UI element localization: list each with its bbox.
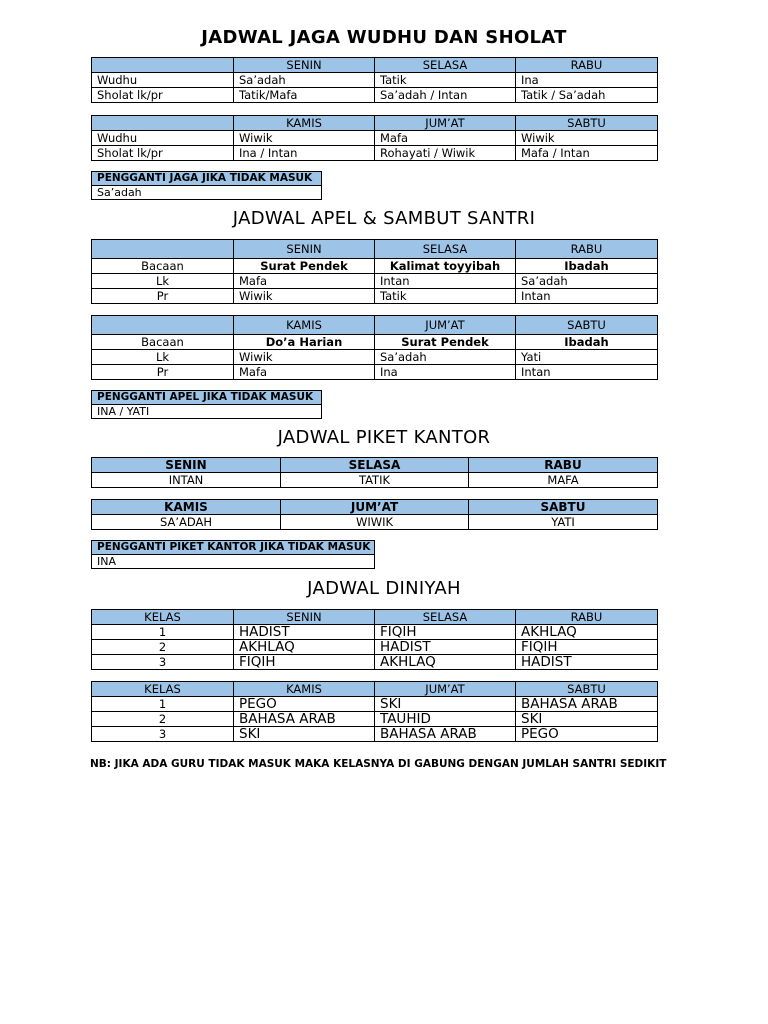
table-cell: Sholat lk/pr <box>92 146 234 161</box>
table-cell: MAFA <box>469 473 658 488</box>
table-cell: INTAN <box>92 473 281 488</box>
table-cell: TAUHID <box>375 712 516 727</box>
table-cell: Lk <box>92 350 234 365</box>
table-cell: FIQIH <box>516 640 658 655</box>
table-cell: HADIST <box>516 655 658 670</box>
table-cell: Mafa <box>375 131 516 146</box>
table-row <box>92 640 658 655</box>
table-cell: FIQIH <box>375 625 516 640</box>
table-cell: Pr <box>92 365 234 380</box>
header-cell: KAMIS <box>234 116 375 131</box>
apel-table-2 <box>91 315 658 380</box>
table-cell: SKI <box>375 697 516 712</box>
diniyah-table-2 <box>91 681 658 742</box>
diniyah-title: JADWAL DINIYAH <box>307 578 461 599</box>
table-cell: Ibadah <box>516 259 658 274</box>
table-cell: Mafa <box>234 274 375 289</box>
table-row <box>92 350 658 365</box>
table-cell: HADIST <box>375 640 516 655</box>
header-cell: KELAS <box>92 682 234 697</box>
table-cell: Ina / Intan <box>234 146 375 161</box>
table-cell: Wiwik <box>234 350 375 365</box>
table-row <box>92 274 658 289</box>
table-cell: 2 <box>92 640 234 655</box>
table-cell: Ina <box>516 73 658 88</box>
table-cell: HADIST <box>234 625 375 640</box>
table-row <box>92 655 658 670</box>
table-cell: Surat Pendek <box>375 335 516 350</box>
header-cell: JUM’AT <box>375 682 516 697</box>
table-cell: SA’ADAH <box>92 515 281 530</box>
apel-table-1 <box>91 239 658 304</box>
table-cell: BAHASA ARAB <box>375 727 516 742</box>
table-cell: Mafa <box>234 365 375 380</box>
header-cell: JUM’AT <box>375 316 516 335</box>
header-cell: KAMIS <box>92 500 281 515</box>
table-cell: Ibadah <box>516 335 658 350</box>
table-cell: 2 <box>92 712 234 727</box>
header-cell: SELASA <box>281 458 469 473</box>
table-header-row <box>92 500 658 515</box>
table-cell: AKHLAQ <box>375 655 516 670</box>
header-cell: SABTU <box>516 682 658 697</box>
table-cell: PEGO <box>234 697 375 712</box>
apel-title: JADWAL APEL & SAMBUT SANTRI <box>232 208 536 229</box>
table-cell: BAHASA ARAB <box>516 697 658 712</box>
table-cell: WIWIK <box>281 515 469 530</box>
header-cell: RABU <box>516 610 658 625</box>
table-row <box>92 697 658 712</box>
table-cell: Sa’adah <box>375 350 516 365</box>
table-cell: Sholat lk/pr <box>92 88 234 103</box>
header-cell: KELAS <box>92 610 234 625</box>
table-row <box>92 131 658 146</box>
table-row <box>92 335 658 350</box>
table-cell: PEGO <box>516 727 658 742</box>
wudhu-table-2 <box>91 115 658 161</box>
table-cell: Tatik <box>375 289 516 304</box>
wudhu-title: JADWAL JAGA WUDHU DAN SHOLAT <box>201 27 567 48</box>
table-row <box>92 712 658 727</box>
piket-title: JADWAL PIKET KANTOR <box>277 427 491 448</box>
table-cell: AKHLAQ <box>516 625 658 640</box>
table-row <box>92 473 658 488</box>
substitute-label: PENGGANTI APEL JIKA TIDAK MASUK <box>92 391 322 405</box>
table-cell: Surat Pendek <box>234 259 375 274</box>
table-cell: Bacaan <box>92 259 234 274</box>
table-cell: Mafa / Intan <box>516 146 658 161</box>
substitute-label: PENGGANTI JAGA JIKA TIDAK MASUK <box>92 172 322 186</box>
table-cell: Bacaan <box>92 335 234 350</box>
table-cell: Pr <box>92 289 234 304</box>
table-cell: Rohayati / Wiwik <box>375 146 516 161</box>
table-header-row <box>92 610 658 625</box>
table-row <box>92 73 658 88</box>
table-cell: Tatik <box>375 73 516 88</box>
table-header-row <box>92 316 658 335</box>
table-cell: FIQIH <box>234 655 375 670</box>
table-cell: Wiwik <box>516 131 658 146</box>
header-cell: SELASA <box>375 240 516 259</box>
wudhu-substitute-box <box>91 171 322 200</box>
table-cell: Wiwik <box>234 131 375 146</box>
table-cell: Wudhu <box>92 73 234 88</box>
substitute-label: PENGGANTI PIKET KANTOR JIKA TIDAK MASUK <box>92 541 375 555</box>
table-cell: Ina <box>375 365 516 380</box>
header-cell: SELASA <box>375 58 516 73</box>
header-cell: SENIN <box>234 58 375 73</box>
table-cell: Intan <box>375 274 516 289</box>
table-header-row <box>92 58 658 73</box>
substitute-value: INA <box>92 555 375 569</box>
header-cell: KAMIS <box>234 316 375 335</box>
table-cell: Sa’adah / Intan <box>375 88 516 103</box>
footer-note: NB: JIKA ADA GURU TIDAK MASUK MAKA KELASNYA DI GABUNG DENGAN JUMLAH SANTRI SEDIKIT <box>90 758 667 770</box>
substitute-value: Sa’adah <box>92 186 322 200</box>
header-cell: SENIN <box>234 240 375 259</box>
header-cell: JUM’AT <box>281 500 469 515</box>
header-cell: KAMIS <box>234 682 375 697</box>
table-cell: 3 <box>92 727 234 742</box>
header-cell <box>92 240 234 259</box>
table-cell: Wudhu <box>92 131 234 146</box>
table-cell: YATI <box>469 515 658 530</box>
table-row <box>92 289 658 304</box>
header-cell: RABU <box>516 58 658 73</box>
table-row <box>92 146 658 161</box>
header-cell: SELASA <box>375 610 516 625</box>
header-cell <box>92 58 234 73</box>
piket-table-1 <box>91 457 658 488</box>
piket-table-2 <box>91 499 658 530</box>
header-cell: RABU <box>469 458 658 473</box>
table-row <box>92 365 658 380</box>
table-cell: Do’a Harian <box>234 335 375 350</box>
table-cell: Sa’adah <box>234 73 375 88</box>
table-cell: Tatik/Mafa <box>234 88 375 103</box>
table-header-row <box>92 458 658 473</box>
table-cell: TATIK <box>281 473 469 488</box>
table-cell: Kalimat toyyibah <box>375 259 516 274</box>
table-cell: 3 <box>92 655 234 670</box>
table-cell: 1 <box>92 697 234 712</box>
wudhu-table-1 <box>91 57 658 103</box>
header-cell: SABTU <box>469 500 658 515</box>
table-cell: Yati <box>516 350 658 365</box>
table-row <box>92 727 658 742</box>
table-header-row <box>92 682 658 697</box>
table-cell: Intan <box>516 365 658 380</box>
table-row <box>92 88 658 103</box>
diniyah-table-1 <box>91 609 658 670</box>
table-cell: Intan <box>516 289 658 304</box>
table-cell: BAHASA ARAB <box>234 712 375 727</box>
header-cell: JUM’AT <box>375 116 516 131</box>
header-cell: SABTU <box>516 316 658 335</box>
header-cell: RABU <box>516 240 658 259</box>
apel-substitute-box <box>91 390 322 419</box>
table-row <box>92 515 658 530</box>
table-row <box>92 259 658 274</box>
table-cell: Lk <box>92 274 234 289</box>
substitute-value: INA / YATI <box>92 405 322 419</box>
table-cell: Tatik / Sa’adah <box>516 88 658 103</box>
table-cell: SKI <box>516 712 658 727</box>
table-row <box>92 625 658 640</box>
header-cell <box>92 116 234 131</box>
table-cell: Wiwik <box>234 289 375 304</box>
table-cell: Sa’adah <box>516 274 658 289</box>
header-cell: SENIN <box>234 610 375 625</box>
table-cell: AKHLAQ <box>234 640 375 655</box>
header-cell: SENIN <box>92 458 281 473</box>
table-cell: 1 <box>92 625 234 640</box>
table-header-row <box>92 240 658 259</box>
header-cell <box>92 316 234 335</box>
piket-substitute-box <box>91 540 375 569</box>
table-header-row <box>92 116 658 131</box>
table-cell: SKI <box>234 727 375 742</box>
header-cell: SABTU <box>516 116 658 131</box>
